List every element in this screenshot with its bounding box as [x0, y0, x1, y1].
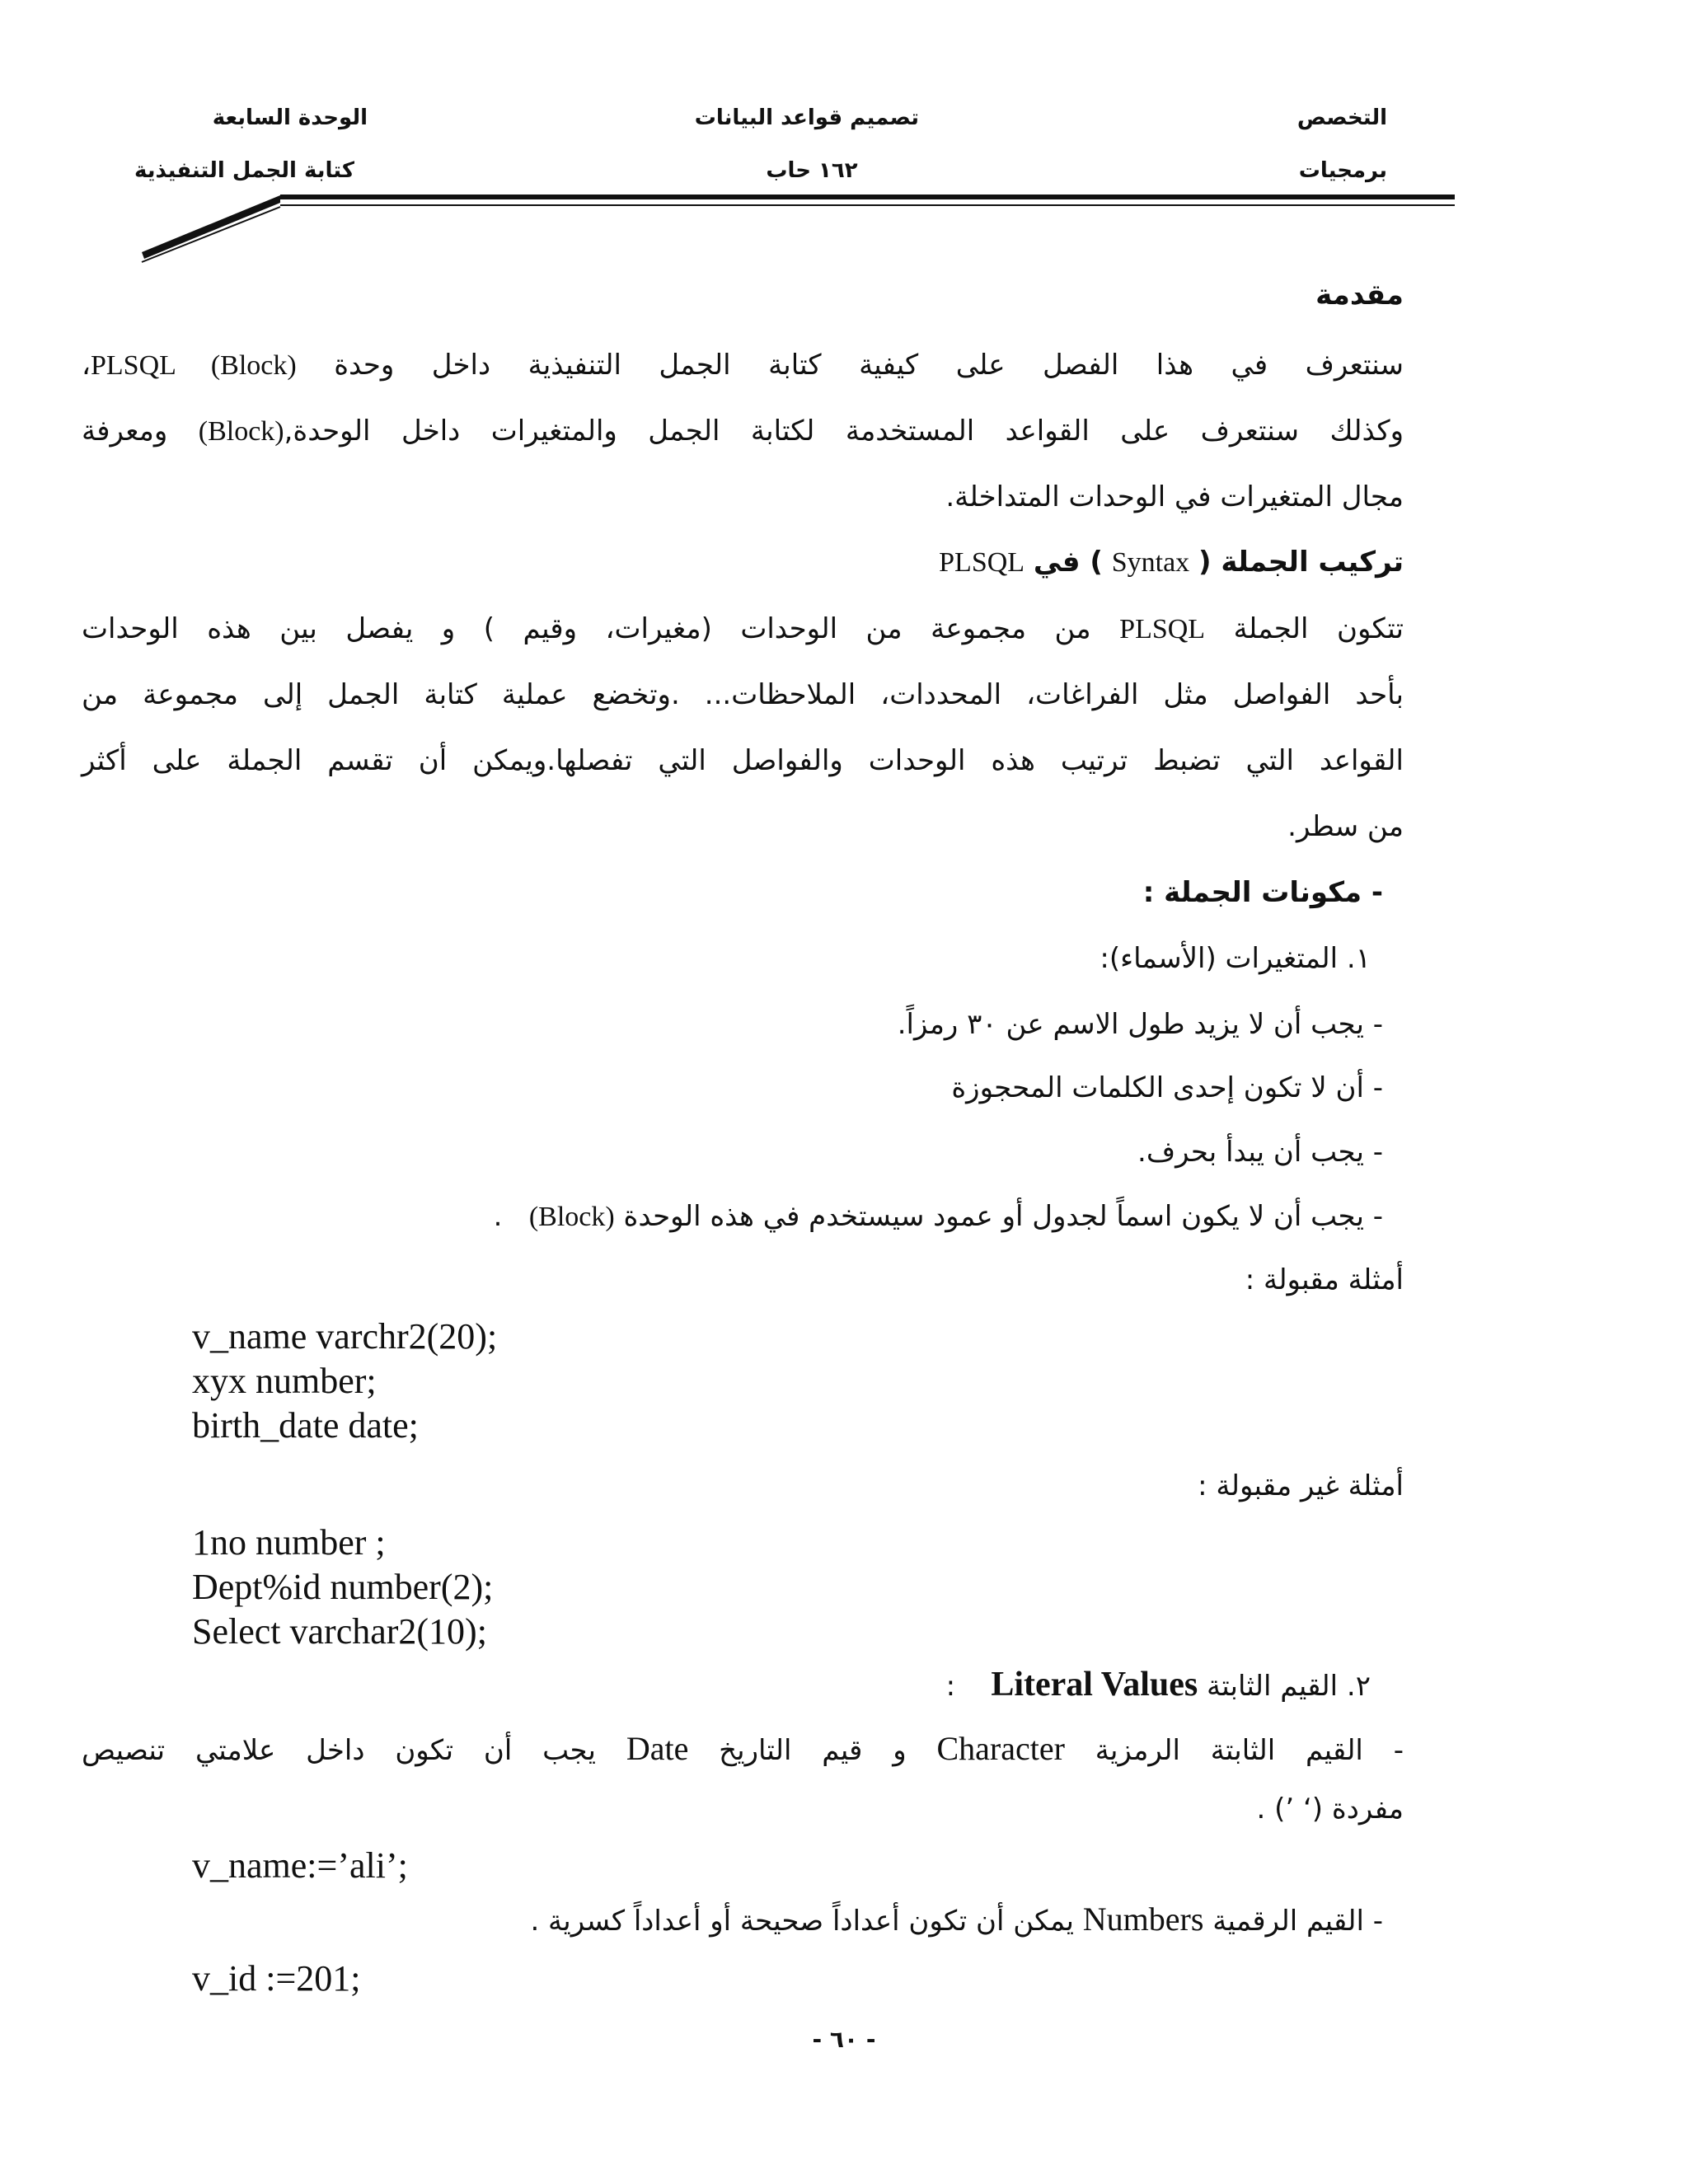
header-divider [0, 0, 1688, 280]
accepted-examples-label: أمثلة مقبولة : [1245, 1263, 1404, 1296]
syntax-line-3: القواعد التي تضبط ترتيب هذه الوحدات والفواصل التي تفصلها.ويمكن أن تقسم الجملة على أكثر [82, 744, 1404, 777]
literal-character-line-2: مفردة (‘ ’) . [1256, 1793, 1404, 1825]
syntax-heading: تركيب الجملة ( Syntax ) في PLSQL [939, 546, 1404, 579]
intro-line-3: مجال المتغيرات في الوحدات المتداخلة. [945, 480, 1404, 513]
header-course-code: ١٦٢ حاب [766, 158, 858, 183]
header-course-title: تصميم قواعد البيانات [694, 105, 919, 130]
rejected-example: 1no number ; [192, 1522, 386, 1563]
literal-example-character: v_name:=’ali’; [192, 1845, 408, 1886]
literal-character-line-1: - القيم الثابتة الرمزية Character و قيم التاريخ Date يجب أن تكون داخل علامتي تنصيص [82, 1730, 1404, 1767]
literal-example-number: v_id :=201; [192, 1958, 361, 1999]
rule-not-table-name: - يجب أن لا يكون اسماً لجدول أو عمود سيستخدم في هذه الوحدة (Block) . [493, 1200, 1383, 1233]
accepted-example: birth_date date; [192, 1405, 419, 1446]
intro-heading: مقدمة [1315, 279, 1404, 312]
rule-length: - يجب أن لا يزيد طول الاسم عن ٣٠ رمزاً. [897, 1008, 1383, 1041]
rule-start-letter: - يجب أن يبدأ بحرف. [1137, 1136, 1383, 1169]
rejected-example: Select varchar2(10); [192, 1611, 487, 1652]
header-specialty-title: التخصص [1296, 105, 1387, 130]
components-item-2: ٢. القيم الثابتة Literal Values : [945, 1666, 1371, 1704]
header-unit-value: كتابة الجمل التنفيذية [134, 158, 354, 183]
literal-numbers-line: - القيم الرقمية Numbers يمكن أن تكون أعداداً صحيحة أو أعداداً كسرية . [530, 1900, 1383, 1938]
syntax-line-1: تتكون الجملة PLSQL من مجموعة من الوحدات (مغيرات، وقيم ) و يفصل بين هذه الوحدات [82, 612, 1404, 645]
rejected-example: Dept%id number(2); [192, 1567, 494, 1607]
intro-line-1: سنتعرف في هذا الفصل على كيفية كتابة الجمل التنفيذية داخل وحدة PLSQL (Block)، [82, 349, 1404, 382]
syntax-line-4: من سطر. [1287, 810, 1404, 843]
header-specialty-value: برمجيات [1298, 158, 1387, 183]
intro-line-2: وكذلك سنتعرف على القواعد المستخدمة لكتابة الجمل والمتغيرات داخل الوحدة,(Block) ومعرفة [82, 415, 1404, 448]
syntax-line-2: بأحد الفواصل مثل الفراغات، المحددات، الملاحظات... .وتخضع عملية كتابة الجمل إلى مجموعة من [82, 678, 1404, 711]
components-item-1: ١. المتغيرات (الأسماء): [1100, 942, 1371, 975]
components-heading: - مكونات الجملة : [1142, 876, 1383, 909]
header-unit-title: الوحدة السابعة [212, 105, 368, 130]
rejected-examples-label: أمثلة غير مقبولة : [1198, 1469, 1404, 1502]
accepted-example: xyx number; [192, 1361, 377, 1401]
rule-reserved: - أن لا تكون إحدى الكلمات المحجوزة [951, 1071, 1383, 1104]
page-number: - ٦٠ - [812, 2026, 876, 2053]
accepted-example: v_name varchr2(20); [192, 1316, 498, 1357]
